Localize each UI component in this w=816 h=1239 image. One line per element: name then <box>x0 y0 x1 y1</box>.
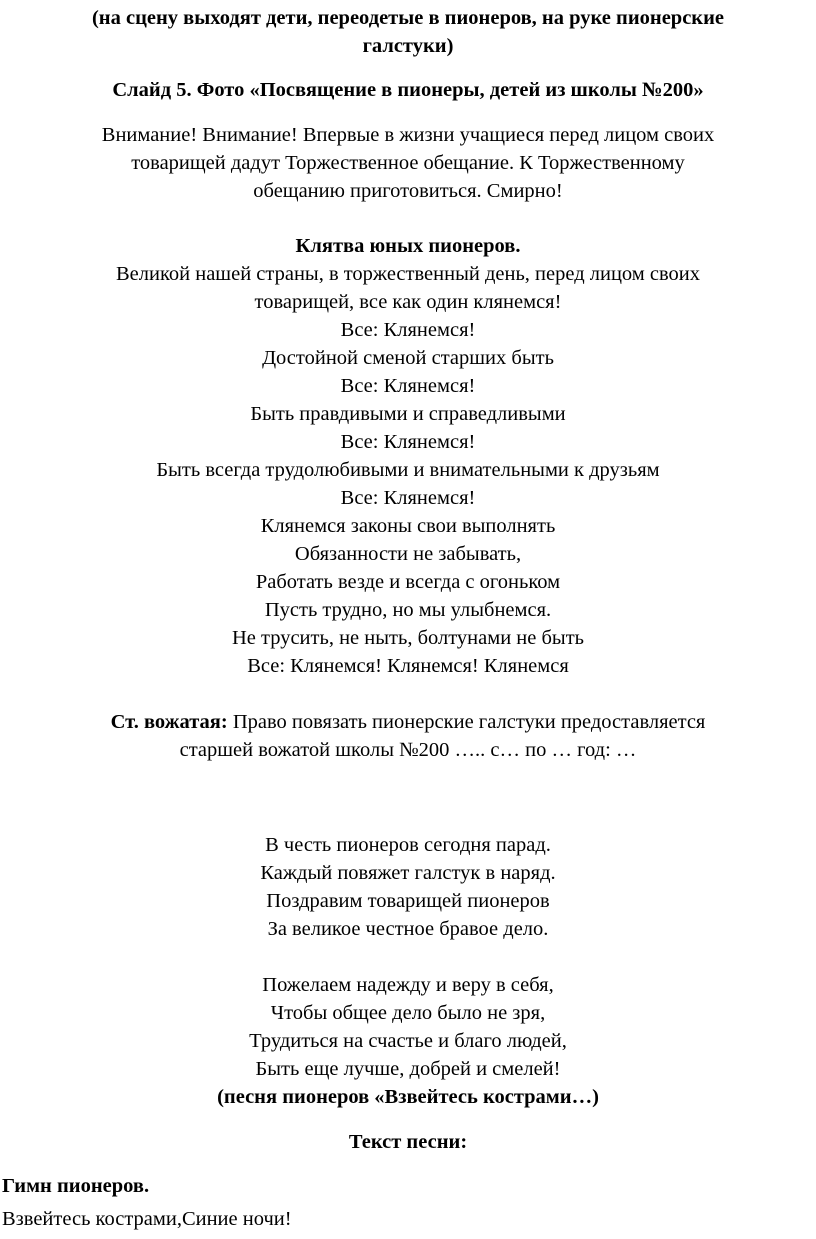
announcement-line-3: обещанию приготовиться. Смирно! <box>253 180 563 202</box>
song-direction: (песня пионеров «Взвейтесь кострами…) <box>217 1086 599 1108</box>
stage-direction-line-1: (на сцену выходят дети, переодетые в пионеров, на руке пионерские <box>91 7 725 29</box>
oath-line: Все: Клянемся! <box>340 319 476 341</box>
oath-line: Все: Клянемся! <box>340 375 476 397</box>
poem-line: В честь пионеров сегодня парад. <box>265 834 551 856</box>
poem-line: Трудиться на счастье и благо людей, <box>249 1030 567 1052</box>
announcement-line-2: товарищей дадут Торжественное обещание. К Торжественному <box>131 152 685 174</box>
oath-line: Великой нашей страны, в торжественный день, перед лицом своих <box>116 263 700 285</box>
oath-line: Все: Клянемся! Клянемся! Клянемся <box>247 655 569 677</box>
counselor-line-1 <box>0 708 816 736</box>
oath-line: Не трусить, не ныть, болтунами не быть <box>231 627 584 649</box>
song-text-heading: Текст песни: <box>348 1131 468 1153</box>
counselor-line-2: старшей вожатой школы №200 ….. с… по … год: … <box>179 739 637 761</box>
poem-line: Каждый повяжет галстук в наряд. <box>260 862 556 884</box>
poem-line: Быть еще лучше, добрей и смелей! <box>255 1058 561 1080</box>
announcement-line-1: Внимание! Внимание! Впервые в жизни учащиеся перед лицом своих <box>101 124 715 146</box>
counselor-speaker: Ст. вожатая: <box>110 711 228 733</box>
oath-line: Пусть трудно, но мы улыбнемся. <box>264 599 552 621</box>
oath-line: Достойной сменой старших быть <box>262 347 554 369</box>
oath-line: товарищей, все как один клянемся! <box>254 291 562 313</box>
oath-line: Работать везде и всегда с огоньком <box>255 571 561 593</box>
poem-line: За великое честное бравое дело. <box>267 918 549 940</box>
stage-direction-line-2: галстуки) <box>362 35 454 57</box>
poem-line: Поздравим товарищей пионеров <box>266 890 550 912</box>
poem-line: Чтобы общее дело было не зря, <box>270 1002 546 1024</box>
oath-line: Быть всегда трудолюбивыми и внимательными к друзьям <box>156 459 660 481</box>
oath-line: Клянемся законы свои выполнять <box>260 515 556 537</box>
oath-heading: Клятва юных пионеров. <box>295 235 521 257</box>
oath-line: Все: Клянемся! <box>340 487 476 509</box>
slide-title: Слайд 5. Фото «Посвящение в пионеры, детей из школы №200» <box>112 79 704 101</box>
anthem-first-line: Взвейтесь кострами,Синие ночи! <box>2 1208 292 1230</box>
oath-line: Быть правдивыми и справедливыми <box>250 403 566 425</box>
poem-line: Пожелаем надежду и веру в себя, <box>262 974 554 996</box>
oath-line: Все: Клянемся! <box>340 431 476 453</box>
anthem-title: Гимн пионеров. <box>2 1175 150 1197</box>
oath-line: Обязанности не забывать, <box>294 543 522 565</box>
counselor-text: Право повязать пионерские галстуки предоставляется <box>227 711 706 733</box>
